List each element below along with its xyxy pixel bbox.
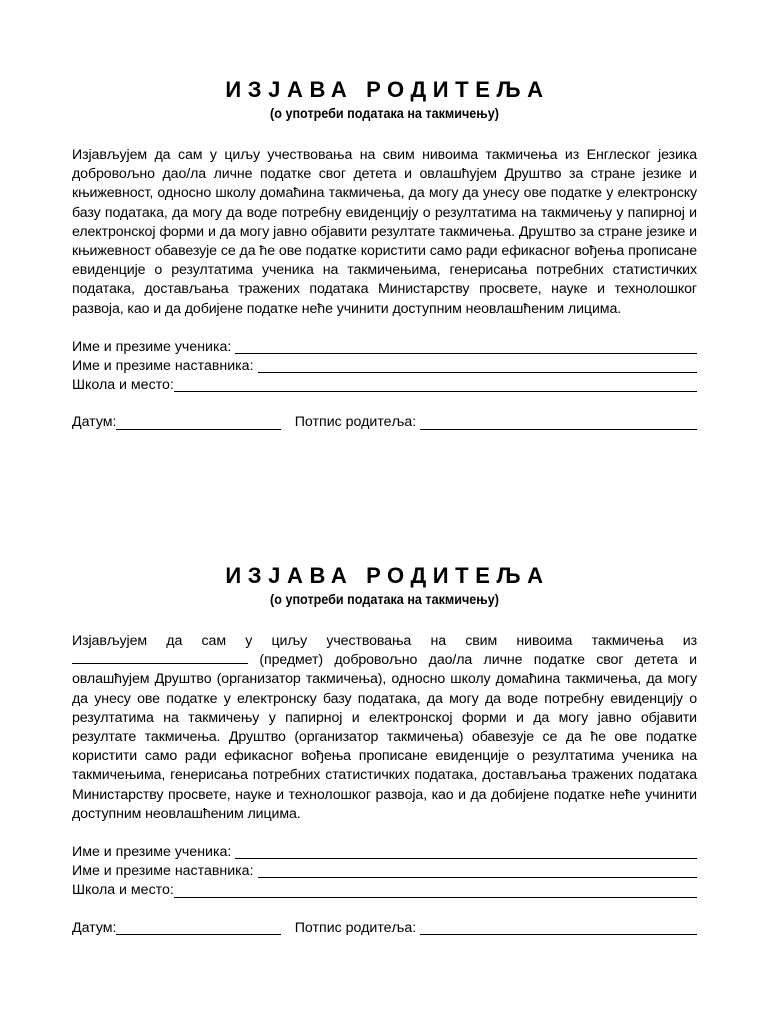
signature-blank[interactable] [420, 920, 697, 935]
student-name-label: Име и презиме ученика: [72, 338, 232, 355]
statement-title: ИЗЈАВА РОДИТЕЉА [225, 77, 550, 102]
form-fields [72, 338, 697, 396]
form-fields [72, 843, 697, 901]
statement-body [72, 632, 697, 824]
signature-blank[interactable] [420, 415, 697, 430]
teacher-name-field [72, 862, 697, 881]
statement-body: Изјављујем да сам у циљу учествовања на свим нивоима такмичења из Енглеског језика добровољно дао/ла личне податке свог детета и овлашћујем Друштво за стране језике и књижевност, односно школу домаћина такмичења, да могу да унесу ове податке у електронску базу података, да могу да воде потребну евиденцију о резултатима на такмичењу у папирној и електронској форми и да могу јавно објавити резултате такмичења. Друштво за стране језике и књижевност обавезује се да ће ове податке користити само ради ефикасног вођења прописане евиденције о резултатима ученика на такмичењима, генерисања потребних статистичких података, достављања тражених података Министарству просвете, науке и технолошког развоја, као и да добијене податке неће учинити доступним неовлашћеним лицима. [72, 147, 697, 317]
statement-body-start: Изјављујем да сам у циљу учествовања на свим нивоима такмичења из [72, 633, 697, 649]
school-label: Школа и место: [72, 882, 174, 899]
statement-body-rest: (предмет) добровољно дао/ла личне податке свог детета и овлашћујем Друштво (организатор такмичења), односно школу домаћина такмичења, да могу да унесу ове податке у електронску базу података, да могу да воде потребну евиденцију о резултатима на такмичењу у папирној и електронској форми и да могу јавно објавити резултате такмичења. Друштво (организатор такмичења) обавезује се да ће ове податке користити само ради ефикасног вођења прописане евиденције о резултатима ученика на такмичењима, генерисања потребних статистичких података, достављања тражених података Министарству просвете, науке и технолошког развоја, као и да добијене податке неће учинити доступним неовлашћеним лицима. [72, 652, 698, 822]
student-name-blank[interactable] [235, 339, 697, 354]
date-blank[interactable] [116, 415, 280, 430]
teacher-name-blank[interactable] [258, 358, 697, 373]
statement-2 [72, 562, 697, 938]
date-signature-row [72, 919, 697, 938]
teacher-name-label: Име и презиме наставника: [72, 863, 254, 880]
student-name-field [72, 843, 697, 862]
statement-1 [72, 76, 697, 433]
date-signature-row [72, 413, 697, 432]
subject-blank[interactable] [72, 651, 248, 664]
statement-subtitle: (о употреби података на такмичењу) [270, 591, 499, 607]
student-name-blank[interactable] [235, 844, 697, 859]
school-field [72, 376, 697, 395]
school-label: Школа и место: [72, 377, 174, 394]
teacher-name-blank[interactable] [258, 863, 697, 878]
teacher-name-label: Име и презиме наставника: [72, 358, 254, 374]
school-blank[interactable] [174, 883, 697, 898]
date-label: Датум: [72, 919, 117, 936]
school-blank[interactable] [174, 377, 697, 392]
student-name-field [72, 338, 697, 357]
signature-label: Потпис родитеља: [294, 919, 417, 936]
date-label: Датум: [72, 414, 117, 431]
teacher-name-field [72, 357, 697, 376]
statement-title: ИЗЈАВА РОДИТЕЉА [225, 563, 550, 588]
student-name-label: Име и презиме ученика: [72, 844, 232, 861]
date-blank[interactable] [116, 920, 280, 935]
signature-label: Потпис родитеља: [294, 414, 417, 431]
statement-subtitle: (о употреби података на такмичењу) [270, 105, 499, 121]
school-field [72, 881, 697, 900]
